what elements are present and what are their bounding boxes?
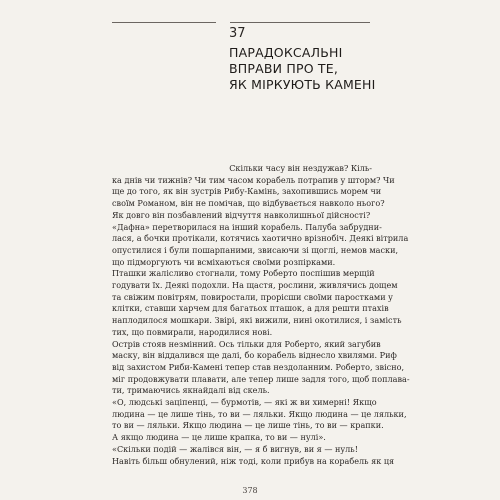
text-line: Як довго він позбавлений відчуття навколишньої дійсності?	[112, 209, 371, 220]
text-line: «Дафна» перетворилася на інший корабель. Палуба забрудни-	[112, 221, 382, 232]
text-line: Пташки жалісливо стогнали, тому Роберто поспішив мерщій	[112, 268, 375, 279]
chapter-title	[229, 45, 399, 93]
text-line: та свіжим повітрям, повиростали, прорісши своїми паростками у	[112, 291, 393, 302]
text-line: своїм Романом, він не помічав, що відбувається навколо нього?	[112, 198, 385, 209]
text-line: ти, тримаючись якнайдалі від скель.	[112, 385, 270, 396]
body-text	[112, 163, 410, 467]
text-line: Скільки часу він нездужав? Кіль-	[229, 163, 372, 173]
text-line: годувати їх. Деякі подохли. На щастя, рослини, живлячись дощем	[112, 280, 398, 291]
text-line: ще до того, як він зустрів Рибу-Камінь, захопившись морем чи	[112, 186, 382, 197]
text-line: «О, людські заціпенці, — бурмотів, — які ж ви химерні! Якщо	[112, 397, 377, 408]
text-line: людина — це лише тінь, то ви — ляльки. Якщо людина — це ляльки,	[112, 408, 407, 419]
text-line: то ви — ляльки. Якщо людина — це лише тінь, то ви — крапки.	[112, 420, 384, 431]
text-line: Острів стояв незмінний. Ось тільки для Роберто, який загубив	[112, 338, 381, 349]
text-line: маску, він віддалився ще далі, бо корабель віднесло хвилями. Риф	[112, 350, 397, 361]
text-line: тих, що повмирали, народилися нові.	[112, 326, 273, 337]
text-line: опустилися і були пошарпаними, звисаючи зі щоглі, немов маски,	[112, 244, 399, 255]
text-line: від захистом Риби-Камені тепер став нездоланним. Роберто, звісно,	[112, 361, 405, 372]
text-line: «Скільки подій — жалівся він, — я б вигнув, ви я — нуль!	[112, 443, 358, 454]
text-line: лася, а бочки протікали, котячись хаотично врізнобіч. Деякі вітрила	[112, 233, 409, 244]
chapter-title-line: ЯК МІРКУЮТЬ КАМЕНІ	[229, 77, 376, 92]
text-line: А якщо людина — це лише крапка, то ви — нулі».	[112, 432, 326, 443]
page-number: 378	[242, 486, 258, 495]
text-line: міг продовжувати плавати, але тепер лише задля того, щоб поплава-	[112, 373, 410, 384]
text-line: клітки, ставши харчем для багатьох пташок, а для решти птахів	[112, 303, 389, 314]
chapter-title-line: ПАРАДОКСАЛЬНІ	[229, 45, 343, 60]
header-rule-right	[230, 22, 370, 23]
text-line: ка днів чи тижнів? Чи тим часом корабель потрапив у шторм? Чи	[112, 174, 395, 185]
chapter-title-line: ВПРАВИ ПРО ТЕ,	[229, 61, 339, 76]
text-line: Навіть більш обнулений, ніж тоді, коли прибув на корабель як ця	[112, 455, 395, 466]
text-line: що підморгують чи всміхаються своїми розпірками.	[112, 256, 336, 267]
chapter-number: 37	[229, 26, 246, 41]
text-line: наплодилося мошкари. Звірі, які вижили, нині окотилися, і замість	[112, 315, 402, 326]
header-rule-left	[112, 22, 216, 23]
